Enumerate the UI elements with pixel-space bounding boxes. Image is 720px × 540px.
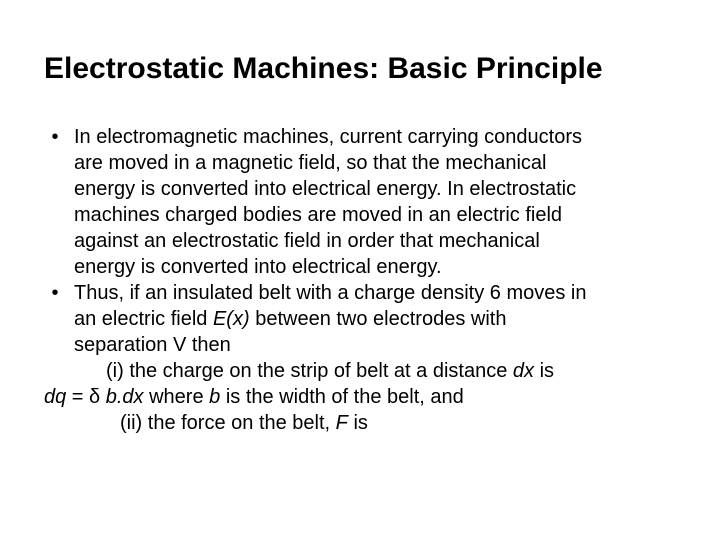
dx-symbol: dx xyxy=(512,360,535,382)
text-line: machines charged bodies are moved in an electric field xyxy=(74,204,563,226)
bdx-symbol: b.dx xyxy=(105,386,144,408)
text-line: against an electrostatic field in order that mechanical xyxy=(74,230,540,252)
text-fragment: where xyxy=(143,386,210,408)
item-i-line xyxy=(44,358,704,384)
text-line: In electromagnetic machines, current carrying conductors xyxy=(74,126,583,148)
text-fragment: an electric field xyxy=(74,308,213,330)
slide-title: Electrostatic Machines: Basic Principle xyxy=(44,52,603,85)
bullet-item-2 xyxy=(44,280,704,358)
text-line: separation V then xyxy=(74,334,231,356)
text-line: Thus, if an insulated belt with a charge density 6 moves in xyxy=(74,282,587,304)
text-line xyxy=(74,306,704,332)
force-symbol: F xyxy=(335,412,348,434)
text-fragment: (ii) the force on the belt, xyxy=(120,412,336,434)
equation-line xyxy=(44,384,704,410)
bullet-marker: • xyxy=(51,282,59,304)
text-fragment: = δ xyxy=(66,386,106,408)
bullet-marker: • xyxy=(51,126,59,148)
text-fragment: is xyxy=(534,360,555,382)
text-fragment: (i) the charge on the strip of belt at a distance xyxy=(106,360,513,382)
bullet-item-1 xyxy=(44,124,704,280)
field-symbol: E(x) xyxy=(212,308,250,330)
b-symbol: b xyxy=(209,386,221,408)
item-ii-line xyxy=(44,410,704,436)
text-fragment: between two electrodes with xyxy=(249,308,507,330)
text-fragment: is the width of the belt, and xyxy=(220,386,464,408)
text-line: energy is converted into electrical energy. In electrostatic xyxy=(74,178,577,200)
text-line: energy is converted into electrical energy. xyxy=(74,256,442,278)
slide-body xyxy=(44,124,704,436)
text-fragment: is xyxy=(347,412,368,434)
text-line: are moved in a magnetic field, so that the mechanical xyxy=(74,152,547,174)
dq-symbol: dq xyxy=(44,386,67,408)
